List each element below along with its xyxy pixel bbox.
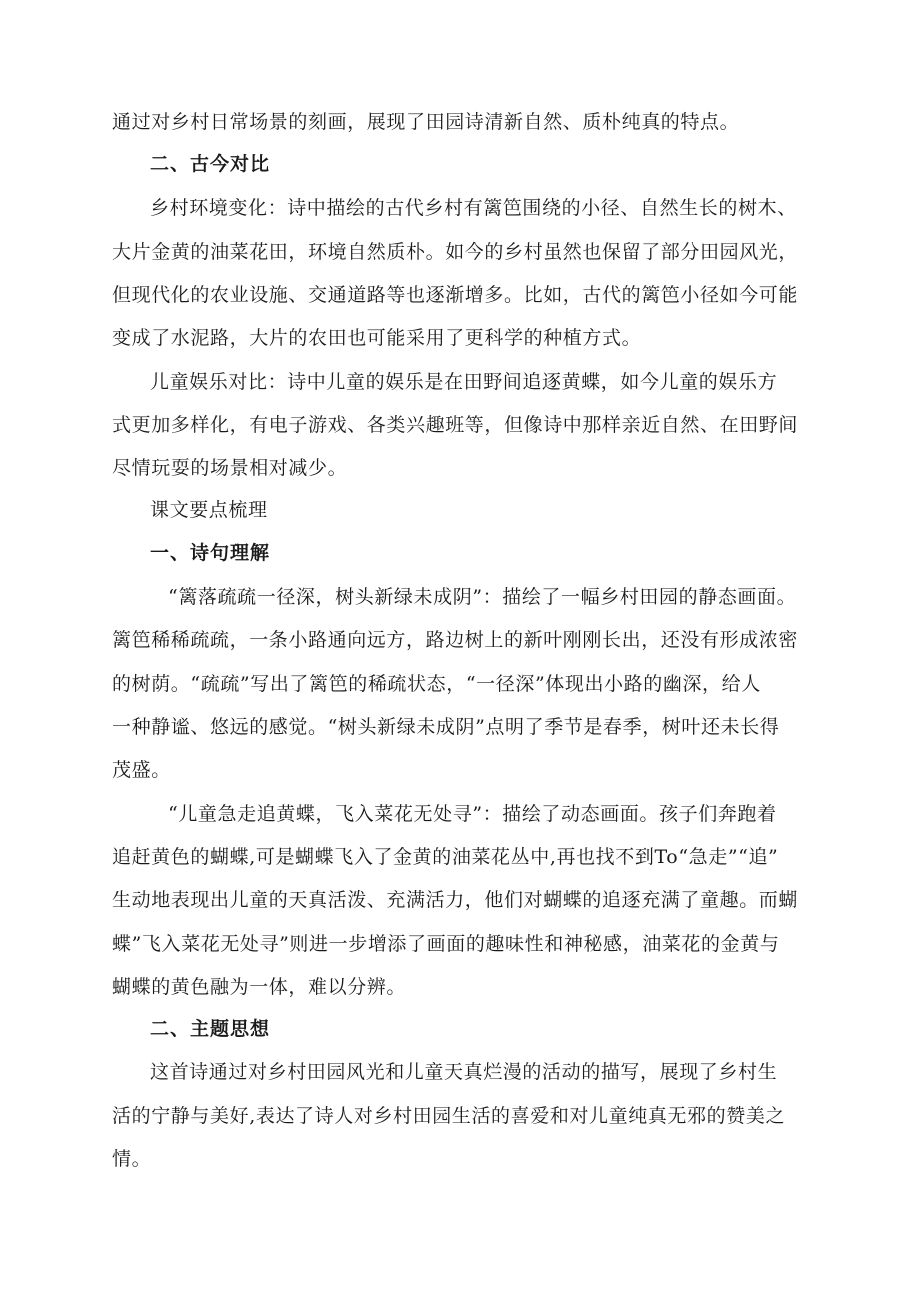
intro-tail-text: 通过对乡村日常场景的刻画，展现了田园诗清新自然、质朴纯真的特点。 (112, 111, 740, 133)
section-heading-understanding: 一、诗句理解 (150, 542, 271, 564)
kids-para-line-3: 尽情玩耍的场景相对减少。 (112, 457, 348, 479)
understanding-para1-line-5: 茂盛。 (112, 759, 171, 781)
env-para-line-2: 大片金黄的油菜花田，环境自然质朴。如今的乡村虽然也保留了部分田园风光， (112, 241, 799, 263)
env-para-line-4: 变成了水泥路，大片的农田也可能采用了更科学的种植方式。 (112, 327, 642, 349)
kids-para-line-1: 儿童娱乐对比：诗中儿童的娱乐是在田野间追逐黄蝶，如今儿童的娱乐方 (150, 371, 778, 393)
understanding-para1-line-2: 篱笆稀稀疏疏，一条小路通向远方，路边树上的新叶刚刚长出，还没有形成浓密 (112, 629, 799, 651)
section-heading-compare: 二、古今对比 (150, 153, 271, 175)
understanding-para1-line-4: 一种静谧、悠远的感觉。“树头新绿未成阴”点明了季节是春季，树叶还未长得 (112, 716, 780, 738)
env-para-line-1: 乡村环境变化：诗中描绘的古代乡村有篱笆围绕的小径、自然生长的树木、 (150, 197, 797, 219)
theme-para-line-3: 情。 (112, 1148, 152, 1170)
understanding-para2-line-3: 生动地表现出儿童的天真活泼、充满活力，他们对蝴蝶的追逐充满了童趣。而蝴 (112, 889, 799, 911)
theme-para-line-1: 这首诗通过对乡村田园风光和儿童天真烂漫的活动的描写，展现了乡村生 (150, 1061, 778, 1083)
theme-para-line-2: 活的宁静与美好,表达了诗人对乡村田园生活的喜爱和对儿童纯真无邪的赞美之 (112, 1105, 786, 1127)
kids-para-line-2: 式更加多样化，有电子游戏、各类兴趣班等，但像诗中那样亲近自然、在田野间 (112, 414, 799, 436)
understanding-para1-line-3: 的树荫。“疏疏”写出了篱笆的稀疏状态，“一径深”体现出小路的幽深，给人 (112, 673, 761, 695)
section-heading-theme: 二、主题思想 (150, 1018, 271, 1040)
understanding-para2-line-2: 追赶黄色的蝴蝶,可是蝴蝶飞入了金黄的油菜花丛中,再也找不到To“急走”“追” (112, 846, 779, 868)
understanding-para1-line-1: “篱落疏疏一径深，树头新绿未成阴”：描绘了一幅乡村田园的静态画面。 (168, 586, 797, 608)
understanding-para2-line-5: 蝴蝶的黄色融为一体，难以分辨。 (112, 976, 407, 998)
env-para-line-3: 但现代化的农业设施、交通道路等也逐渐增多。比如，古代的篱笆小径如今可能 (112, 284, 799, 306)
understanding-para2-line-4: 蝶”飞入菜花无处寻”则进一步增添了画面的趣味性和神秘感，油菜花的金黄与 (112, 933, 780, 955)
understanding-para2-line-1: “儿童急走追黄蝶，飞入菜花无处寻”：描绘了动态画面。孩子们奔跑着 (168, 803, 777, 825)
outline-title: 课文要点梳理 (150, 499, 268, 521)
